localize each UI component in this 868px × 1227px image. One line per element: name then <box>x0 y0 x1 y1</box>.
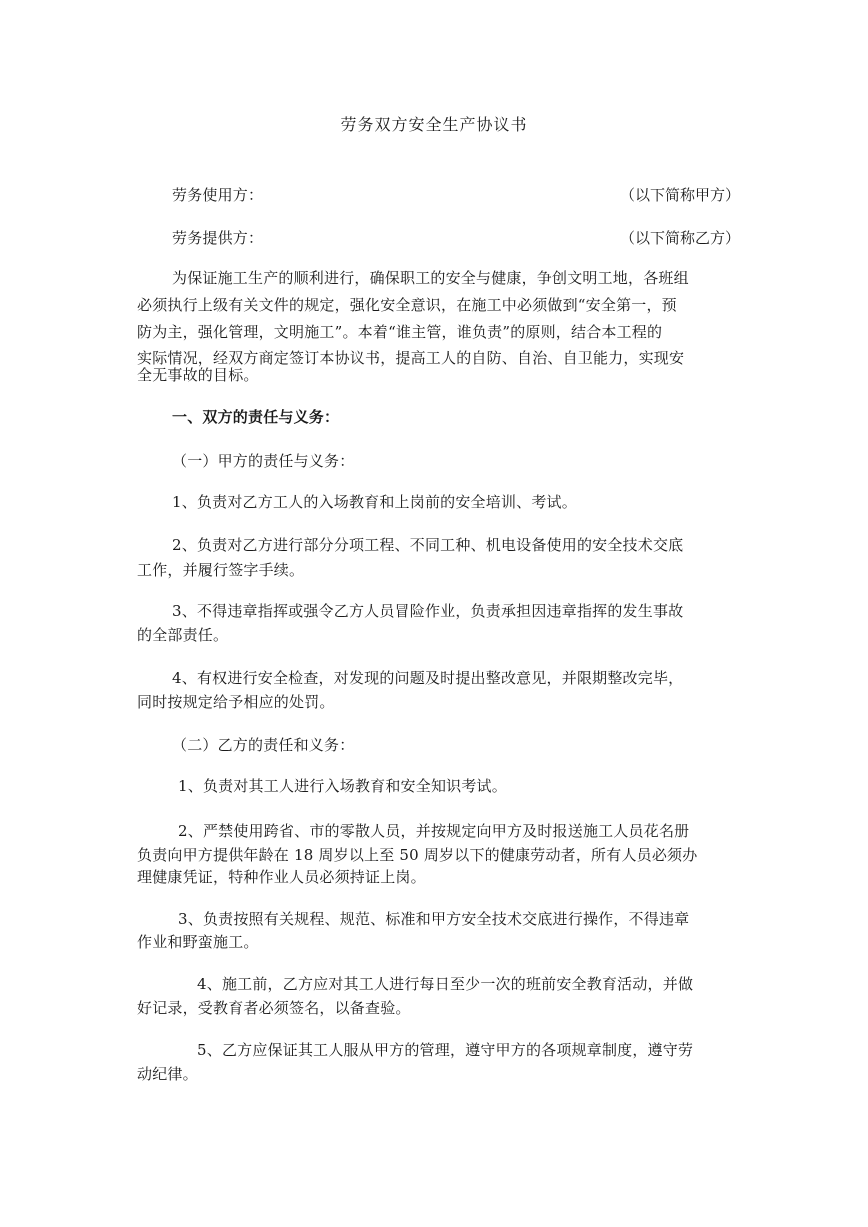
party-b-item-1: 1、负责对其工人进行入场教育和安全知识考试。 <box>178 777 507 795</box>
paragraph-line: 4、有权进行安全检查，对发现的问题及时提出整改意见，并限期整改完毕， <box>172 669 684 687</box>
paragraph-line: 好记录，受教育者必须签名，以备查验。 <box>137 999 411 1017</box>
paragraph-line: 作业和野蛮施工。 <box>137 933 259 951</box>
paragraph-line: 动纪律。 <box>137 1065 198 1083</box>
paragraph-line: 的全部责任。 <box>137 626 229 644</box>
paragraph-line: 理健康凭证，特种作业人员必须持证上岗。 <box>137 868 426 886</box>
section1-heading: 一、双方的责任与义务： <box>172 408 340 426</box>
paragraph-line: 3、负责按照有关规程、规范、标准和甲方安全技术交底进行操作，不得违章 <box>178 910 690 928</box>
preamble-line: 全无事故的目标。 <box>137 366 259 384</box>
preamble-line: 防为主，强化管理，文明施工”。本着“谁主管，谁负责”的原则，结合本工程的 <box>137 323 663 341</box>
paragraph-line: 工作，并履行签字手续。 <box>137 561 305 579</box>
paragraph-line: 3、不得违章指挥或强令乙方人员冒险作业，负责承担因违章指挥的发生事故 <box>172 602 684 620</box>
preamble-line: 为保证施工生产的顺利进行，确保职工的安全与健康，争创文明工地，各班组 <box>172 269 689 287</box>
document-title: 劳务双方安全生产协议书 <box>340 115 528 134</box>
paragraph-line: 同时按规定给予相应的处罚。 <box>137 693 335 711</box>
party-b-label: 劳务提供方： <box>172 229 264 247</box>
paragraph-line: 4、施工前，乙方应对其工人进行每日至少一次的班前安全教育活动，并做 <box>197 975 694 993</box>
preamble-line: 必须执行上级有关文件的规定，强化安全意识，在施工中必须做到“安全第一，预 <box>137 296 677 314</box>
paragraph-line: 负责向甲方提供年龄在 18 周岁以上至 50 周岁以下的健康劳动者，所有人员必须办 <box>137 846 698 864</box>
paragraph-line: 2、严禁使用跨省、市的零散人员，并按规定向甲方及时报送施工人员花名册 <box>178 822 690 840</box>
party-a-duties-heading: （一）甲方的责任与义务： <box>172 452 355 470</box>
paragraph-line: 2、负责对乙方进行部分分项工程、不同工种、机电设备使用的安全技术交底 <box>172 536 684 554</box>
party-a-item-1: 1、负责对乙方工人的入场教育和上岗前的安全培训、考试。 <box>172 493 577 511</box>
party-b-duties-heading: （二）乙方的责任和义务： <box>172 736 355 754</box>
party-a-label: 劳务使用方： <box>172 186 264 204</box>
party-a-note: （以下简称甲方） <box>620 186 741 204</box>
paragraph-line: 5、乙方应保证其工人服从甲方的管理，遵守甲方的各项规章制度，遵守劳 <box>197 1041 694 1059</box>
party-b-note: （以下简称乙方） <box>620 229 741 247</box>
preamble-line: 实际情况，经双方商定签订本协议书，提高工人的自防、自治、自卫能力，实现安 <box>137 349 685 367</box>
